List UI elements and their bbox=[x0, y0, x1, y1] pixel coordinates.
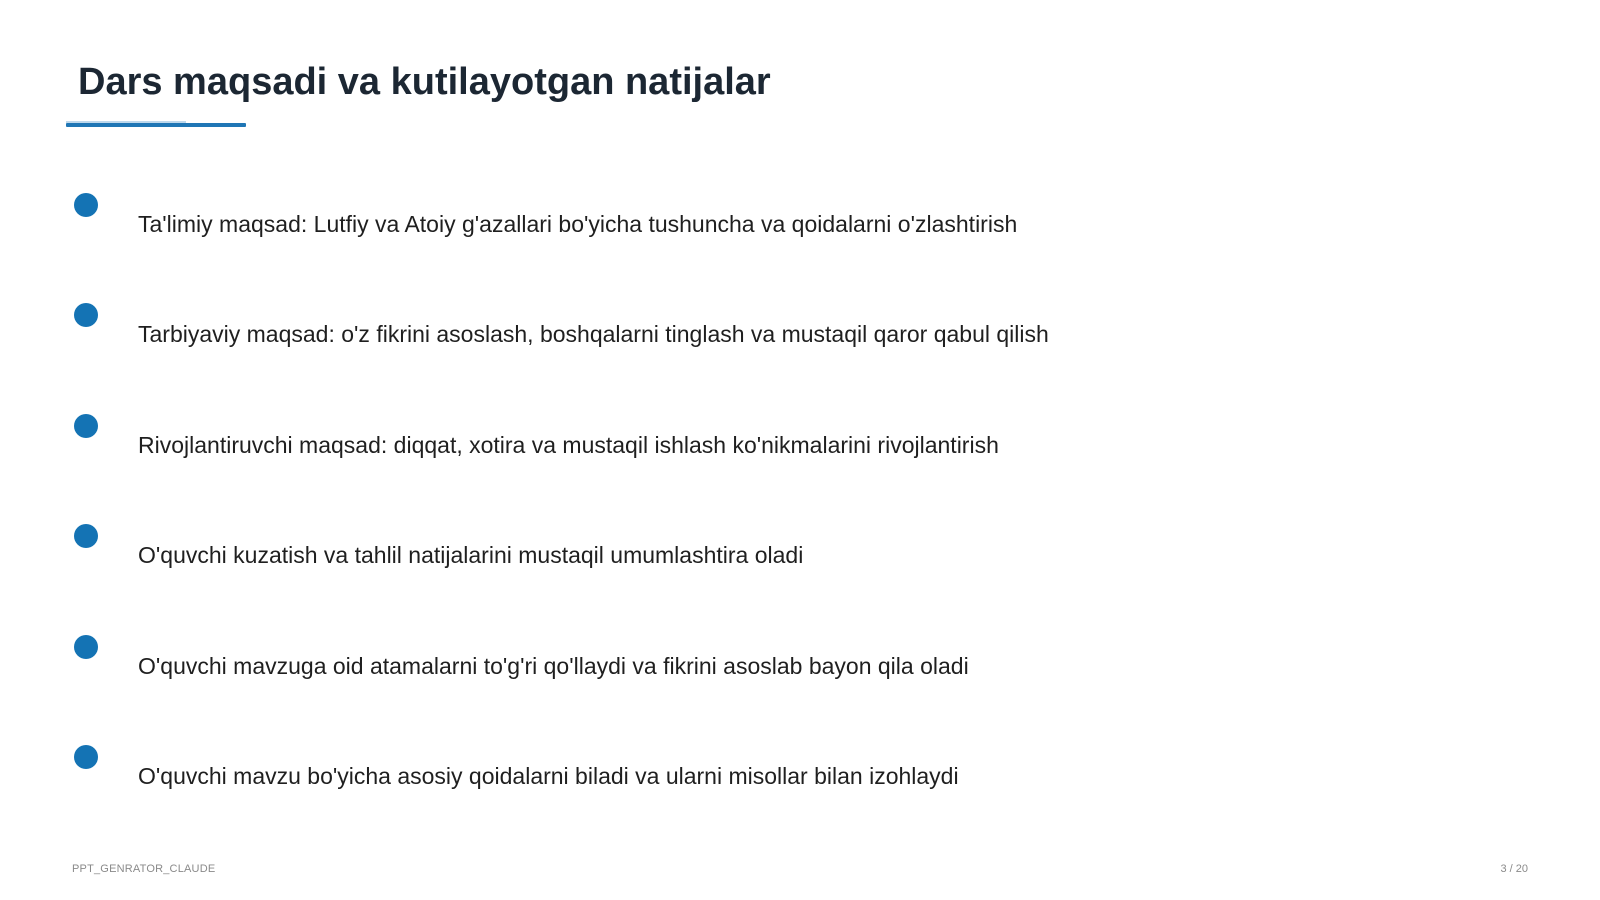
bullet-item bbox=[74, 524, 1374, 584]
bullet-text: O'quvchi kuzatish va tahlil natijalarini mustaqil umumlashtira oladi bbox=[138, 542, 804, 568]
bullet-item bbox=[74, 635, 1374, 695]
bullet-dot-icon bbox=[74, 303, 98, 327]
bullet-text: Ta'limiy maqsad: Lutfiy va Atoiy g'azallari bo'yicha tushuncha va qoidalarni o'zlashtirish bbox=[138, 211, 1018, 237]
bullet-text: Tarbiyaviy maqsad: o'z fikrini asoslash, boshqalarni tinglash va mustaqil qaror qabul qilish bbox=[138, 321, 1049, 347]
bullet-item bbox=[74, 193, 1374, 253]
footer-source-label: PPT_GENRATOR_CLAUDE bbox=[72, 863, 216, 875]
bullet-dot-icon bbox=[74, 414, 98, 438]
bullet-dot-icon bbox=[74, 193, 98, 217]
bullet-dot-icon bbox=[74, 745, 98, 769]
bullet-text: Rivojlantiruvchi maqsad: diqqat, xotira va mustaqil ishlash ko'nikmalarini rivojlantirish bbox=[138, 432, 999, 458]
bullet-item bbox=[74, 745, 1374, 805]
page-indicator: 3 / 20 bbox=[1500, 863, 1528, 875]
bullet-dot-icon bbox=[74, 524, 98, 548]
bullet-dot-icon bbox=[74, 635, 98, 659]
title-underline bbox=[66, 123, 246, 127]
slide-title: Dars maqsadi va kutilayotgan natijalar bbox=[78, 61, 771, 103]
bullet-text: O'quvchi mavzu bo'yicha asosiy qoidalarni biladi va ularni misollar bilan izohlaydi bbox=[138, 763, 959, 789]
bullet-item bbox=[74, 303, 1374, 363]
bullet-item bbox=[74, 414, 1374, 474]
bullet-text: O'quvchi mavzuga oid atamalarni to'g'ri qo'llaydi va fikrini asoslab bayon qila oladi bbox=[138, 653, 969, 679]
